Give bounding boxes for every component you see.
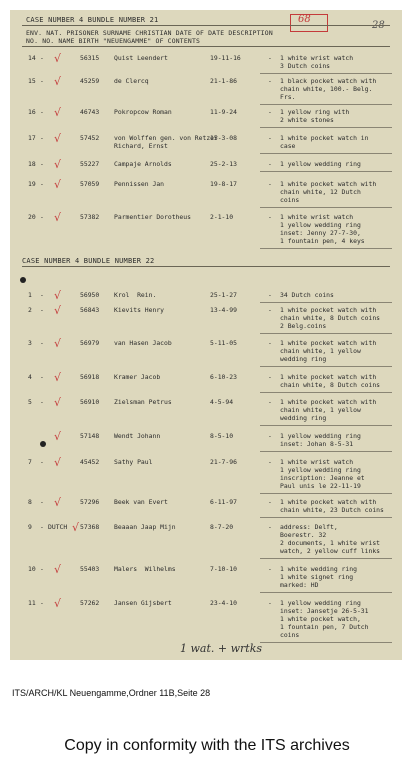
dash: - — [268, 458, 272, 466]
contents-description: 1 black pocket watch with chain white, 100.- Belg. Frs. — [280, 77, 377, 101]
row-divider — [260, 248, 392, 249]
prisoner-number: 56950 — [80, 291, 100, 299]
red-check-mark: √ — [54, 371, 62, 384]
nationality: DUTCH — [48, 523, 68, 531]
prisoner-name: de Clercq — [114, 77, 149, 85]
row-divider — [260, 493, 392, 494]
row-divider — [260, 333, 392, 334]
dash: - — [40, 108, 44, 116]
prisoner-number: 57148 — [80, 432, 100, 440]
red-check-mark: √ — [54, 597, 62, 610]
dash: - — [268, 339, 272, 347]
prisoner-number: 56315 — [80, 54, 100, 62]
date-of-birth: 21-7-96 — [210, 458, 237, 466]
handwritten-signature: 1 wat. + wrtks — [180, 642, 263, 655]
red-check-mark: √ — [54, 396, 62, 409]
date-of-birth: 13-4-99 — [210, 306, 237, 314]
prisoner-name: Pokropcow Roman — [114, 108, 172, 116]
block1-title: CASE NUMBER 4 BUNDLE NUMBER 21 — [26, 16, 159, 24]
row-divider — [260, 366, 392, 367]
dash: - — [40, 160, 44, 168]
bullet-mark — [40, 441, 46, 447]
row-divider — [260, 558, 392, 559]
date-of-birth: 25-1-27 — [210, 291, 237, 299]
contents-description: 1 white pocket watch with chain white, 12 Dutch coins — [280, 180, 377, 204]
row-divider — [260, 642, 392, 643]
dash: - — [268, 523, 272, 531]
red-check-mark: √ — [54, 211, 62, 224]
contents-description: 1 white pocket watch with chain white, 8 Dutch coins 2 Belg.coins — [280, 306, 381, 330]
env-number: 7 — [28, 458, 32, 466]
date-of-birth: 23-4-10 — [210, 599, 237, 607]
red-check-mark: √ — [54, 456, 62, 469]
env-number: 18 — [28, 160, 36, 168]
prisoner-number: 56918 — [80, 373, 100, 381]
archive-reference: ITS/ARCH/KL Neuengamme,Ordner 11B,Seite 28 — [12, 688, 211, 698]
row-divider — [260, 517, 392, 518]
prisoner-name: Wendt Johann — [114, 432, 161, 440]
divider — [22, 46, 390, 47]
dash: - — [40, 213, 44, 221]
prisoner-number: 57262 — [80, 599, 100, 607]
prisoner-number: 56910 — [80, 398, 100, 406]
contents-description: 1 white pocket watch with chain white, 8 Dutch coins — [280, 373, 381, 389]
column-headers-line2: NO. NO. NAME BIRTH "NEUENGAMME" OF CONTENTS — [26, 37, 201, 45]
prisoner-number: 45259 — [80, 77, 100, 85]
conformity-note: Copy in conformity with the ITS archives — [64, 737, 350, 754]
divider — [22, 25, 390, 26]
dash: - — [268, 54, 272, 62]
prisoner-number: 57452 — [80, 134, 100, 142]
prisoner-name: van Hasen Jacob — [114, 339, 172, 347]
dash: - — [40, 373, 44, 381]
dash: - — [40, 134, 44, 142]
env-number: 11 — [28, 599, 36, 607]
row-divider — [260, 207, 392, 208]
row-divider — [260, 171, 392, 172]
prisoner-name: Krol Rein. — [114, 291, 157, 299]
env-number: 20 — [28, 213, 36, 221]
column-headers-line1: ENV. NAT. PRISONER SURNAME CHRISTIAN DATE OF DATE DESCRIPTION — [26, 29, 273, 37]
row-divider — [260, 451, 392, 452]
contents-description: 1 yellow ring with 2 white stones — [280, 108, 350, 124]
date-of-birth: 21-1-86 — [210, 77, 237, 85]
red-check-mark: √ — [54, 75, 62, 88]
prisoner-name: Kramer Jacob — [114, 373, 161, 381]
env-number: 17 — [28, 134, 36, 142]
contents-description: 1 white pocket watch in case — [280, 134, 369, 150]
archive-document-scan — [10, 10, 402, 660]
env-number: 3 — [28, 339, 32, 347]
red-check-mark: √ — [54, 132, 62, 145]
contents-description: 34 Dutch coins — [280, 291, 334, 299]
dash: - — [40, 339, 44, 347]
row-divider — [260, 127, 392, 128]
punch-hole-mark — [20, 277, 26, 283]
date-of-birth: 6-11-97 — [210, 498, 237, 506]
dash: - — [268, 213, 272, 221]
env-number: 9 — [28, 523, 32, 531]
prisoner-number: 56843 — [80, 306, 100, 314]
env-number: 15 — [28, 77, 36, 85]
dash: - — [268, 160, 272, 168]
env-number: 19 — [28, 180, 36, 188]
dash: - — [268, 398, 272, 406]
contents-description: 1 white pocket watch with chain white, 1 yellow wedding ring — [280, 339, 377, 363]
prisoner-name: Kievits Henry — [114, 306, 165, 314]
dash: - — [40, 77, 44, 85]
env-number: 14 — [28, 54, 36, 62]
prisoner-number: 57382 — [80, 213, 100, 221]
prisoner-number: 57368 — [80, 523, 100, 531]
date-of-birth: 8-7-20 — [210, 523, 234, 531]
prisoner-name: Beek van Evert — [114, 498, 168, 506]
prisoner-number: 55403 — [80, 565, 100, 573]
date-of-birth: 19-8-17 — [210, 180, 237, 188]
env-number: 16 — [28, 108, 36, 116]
contents-description: 1 white wrist watch 1 yellow wedding ring inscription: Jeanne et Paul unis le 22-11-19 — [280, 458, 365, 490]
contents-description: 1 white wrist watch 1 yellow wedding ring inset: Jenny 27-7-30, 1 fountain pen, 4 keys — [280, 213, 365, 245]
date-of-birth: 8-5-10 — [210, 432, 234, 440]
row-divider — [260, 153, 392, 154]
red-check-mark: √ — [54, 289, 62, 302]
dash: - — [40, 565, 44, 573]
contents-description: 1 yellow wedding ring — [280, 160, 361, 168]
env-number: 5 — [28, 398, 32, 406]
row-divider — [260, 392, 392, 393]
dash: - — [40, 498, 44, 506]
date-of-birth: 6-10-23 — [210, 373, 237, 381]
dash: - — [40, 54, 44, 62]
date-of-birth: 19-11-16 — [210, 54, 241, 62]
prisoner-name: Malers Wilhelms — [114, 565, 176, 573]
prisoner-name: Beaaan Jaap Mijn — [114, 523, 176, 531]
prisoner-name: Parmentier Dorotheus — [114, 213, 191, 221]
date-of-birth: 11-9-24 — [210, 108, 237, 116]
dash: - — [268, 77, 272, 85]
dash: - — [268, 134, 272, 142]
dash: - — [40, 523, 44, 531]
dash: - — [40, 458, 44, 466]
dash: - — [40, 291, 44, 299]
prisoner-number: 46743 — [80, 108, 100, 116]
dash: - — [268, 599, 272, 607]
date-of-birth: 25-2-13 — [210, 160, 237, 168]
red-check-mark: √ — [54, 563, 62, 576]
dash: - — [268, 108, 272, 116]
red-check-mark: √ — [54, 52, 62, 65]
dash: - — [268, 373, 272, 381]
prisoner-number: 57059 — [80, 180, 100, 188]
dash: - — [40, 306, 44, 314]
dash: - — [40, 599, 44, 607]
date-of-birth: 4-5-94 — [210, 398, 234, 406]
env-number: 4 — [28, 373, 32, 381]
contents-description: 1 white wedding ring 1 white signet ring marked: HD — [280, 565, 357, 589]
env-number: 2 — [28, 306, 32, 314]
row-divider — [260, 73, 392, 74]
prisoner-name: Quist Leendert — [114, 54, 168, 62]
red-check-mark: √ — [54, 496, 62, 509]
env-number: 1 — [28, 291, 32, 299]
red-check-mark: √ — [72, 521, 80, 534]
prisoner-name: von Wolffen gen. von Retzer Richard, Ernst — [114, 134, 218, 150]
red-check-mark: √ — [54, 106, 62, 119]
row-divider — [260, 104, 392, 105]
contents-description: address: Delft, Boerestr. 32 2 documents, 1 white wrist watch, 2 yellow cuff links — [280, 523, 381, 555]
prisoner-name: Pennissen Jan — [114, 180, 165, 188]
contents-description: 1 white pocket watch with chain white, 23 Dutch coins — [280, 498, 384, 514]
red-check-mark: √ — [54, 304, 62, 317]
prisoner-name: Jansen Gijsbert — [114, 599, 172, 607]
divider — [22, 266, 390, 267]
date-of-birth: 2-1-10 — [210, 213, 234, 221]
row-divider — [260, 302, 392, 303]
prisoner-name: Campaje Arnolds — [114, 160, 172, 168]
prisoner-name: Sathy Paul — [114, 458, 153, 466]
dash: - — [40, 398, 44, 406]
prisoner-number: 45452 — [80, 458, 100, 466]
dash: - — [268, 180, 272, 188]
red-stamp-number: 68 — [298, 14, 311, 25]
block2-title: CASE NUMBER 4 BUNDLE NUMBER 22 — [22, 257, 155, 265]
red-check-mark: √ — [54, 178, 62, 191]
contents-description: 1 white wrist watch 3 Dutch coins — [280, 54, 354, 70]
prisoner-number: 56979 — [80, 339, 100, 347]
prisoner-number: 57296 — [80, 498, 100, 506]
contents-description: 1 white pocket watch with chain white, 1 yellow wedding ring — [280, 398, 377, 422]
date-of-birth: 7-10-10 — [210, 565, 237, 573]
red-check-mark: √ — [54, 337, 62, 350]
dash: - — [268, 432, 272, 440]
row-divider — [260, 425, 392, 426]
date-of-birth: 5-11-05 — [210, 339, 237, 347]
dash: - — [268, 306, 272, 314]
red-check-mark: √ — [54, 430, 62, 443]
red-check-mark: √ — [54, 158, 62, 171]
prisoner-name: Zielsman Petrus — [114, 398, 172, 406]
dash: - — [268, 498, 272, 506]
dash: - — [268, 565, 272, 573]
dash: - — [268, 291, 272, 299]
date-of-birth: 15-3-08 — [210, 134, 237, 142]
env-number: 8 — [28, 498, 32, 506]
dash: - — [40, 180, 44, 188]
contents-description: 1 yellow wedding ring inset: Jansetje 26-5-31 1 white pocket watch, 1 fountain pen, 7 Dutch coins — [280, 599, 369, 639]
prisoner-number: 55227 — [80, 160, 100, 168]
row-divider — [260, 592, 392, 593]
contents-description: 1 yellow wedding ring inset: Johan 8-5-31 — [280, 432, 361, 448]
env-number: 10 — [28, 565, 36, 573]
